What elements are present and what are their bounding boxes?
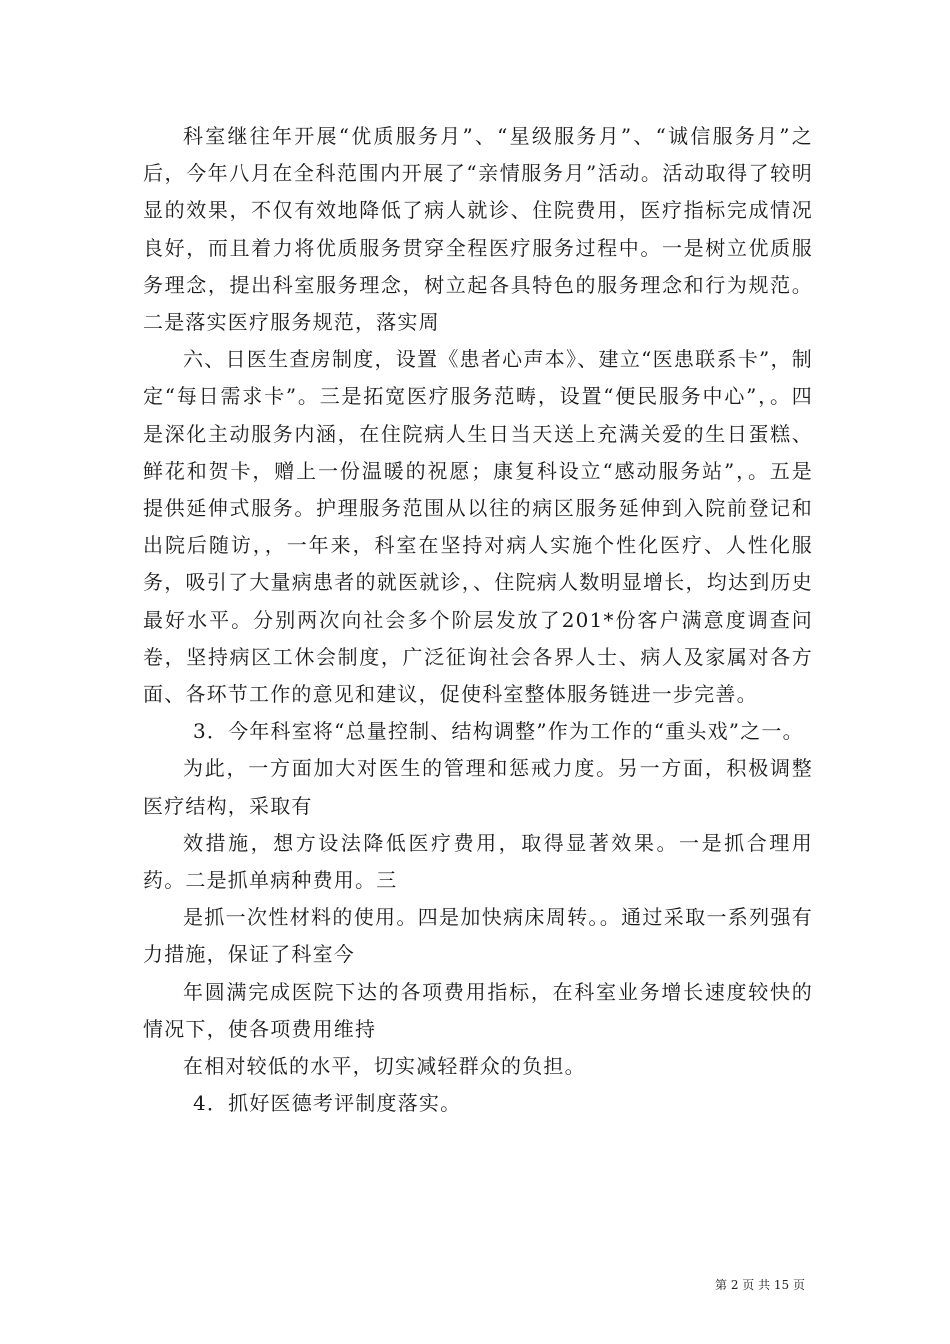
paragraph-cost-control-4: 年圆满完成医院下达的各项费用指标，在科室业务增长速度较快的情况下，使各项费用维持	[143, 979, 813, 1041]
paragraph-cost-control-5: 在相对较低的水平，切实减轻群众的负担。	[183, 1054, 586, 1079]
paragraph-cost-control-1: 为此，一方面加大对医生的管理和惩戒力度。另一方面，积极调整医疗结构，采取有	[143, 756, 813, 818]
paragraph-item-4-heading: 4．抓好医德考评制度落实。	[193, 1091, 462, 1116]
paragraph-item-3-heading: 3．今年科室将“总量控制、结构调整”作为工作的“重头戏”之一。	[193, 719, 804, 744]
document-body	[143, 118, 813, 1122]
paragraph-cost-control-3: 是抓一次性材料的使用。四是加快病床周转。。通过采取一系列强有力措施，保证了科室今	[143, 905, 813, 967]
paragraph-cost-control-2: 效措施，想方设法降低医疗费用，取得显著效果。一是抓合理用药。二是抓单病种费用。三	[143, 830, 813, 893]
page-number-footer: 第 2 页 共 15 页	[715, 1278, 805, 1292]
paragraph-service-measures: 六、日医生查房制度，设置《患者心声本》、建立“医患联系卡”，制定“每日需求卡”。三是拓宽医疗服务范畴，设置“便民服务中心”，。四是深化主动服务内涵，在住院病人生日当天送上充满关爱的生日蛋糕、鲜花和贺卡，赠上一份温暖的祝愿；康复科设立“感动服务站”，。五是提供延伸式服务。护理服务范围从以往的病区服务延伸到入院前登记和出院后随访，，一年来，科室在坚持对病人实施个性化医疗、人性化服务，吸引了大量病患者的就医就诊，、住院病人数明显增长，均达到历史最好水平。分别两次向社会多个阶层发放了201*份客户满意度调查问卷，坚持病区工休会制度，广泛征询社会各界人士、病人及家属对各方面、各环节工作的意见和建议，促使科室整体服务链进一步完善。	[143, 347, 813, 707]
paragraph-service-month: 科室继往年开展“优质服务月”、“星级服务月”、“诚信服务月”之后，今年八月在全科范围内开展了“亲情服务月”活动。活动取得了较明显的效果，不仅有效地降低了病人就诊、住院费用，医疗指标完成情况良好，而且着力将优质服务贯穿全程医疗服务过程中。一是树立优质服务理念，提出科室服务理念，树立起各具特色的服务理念和行为规范。二是落实医疗服务规范，落实周	[143, 124, 813, 335]
